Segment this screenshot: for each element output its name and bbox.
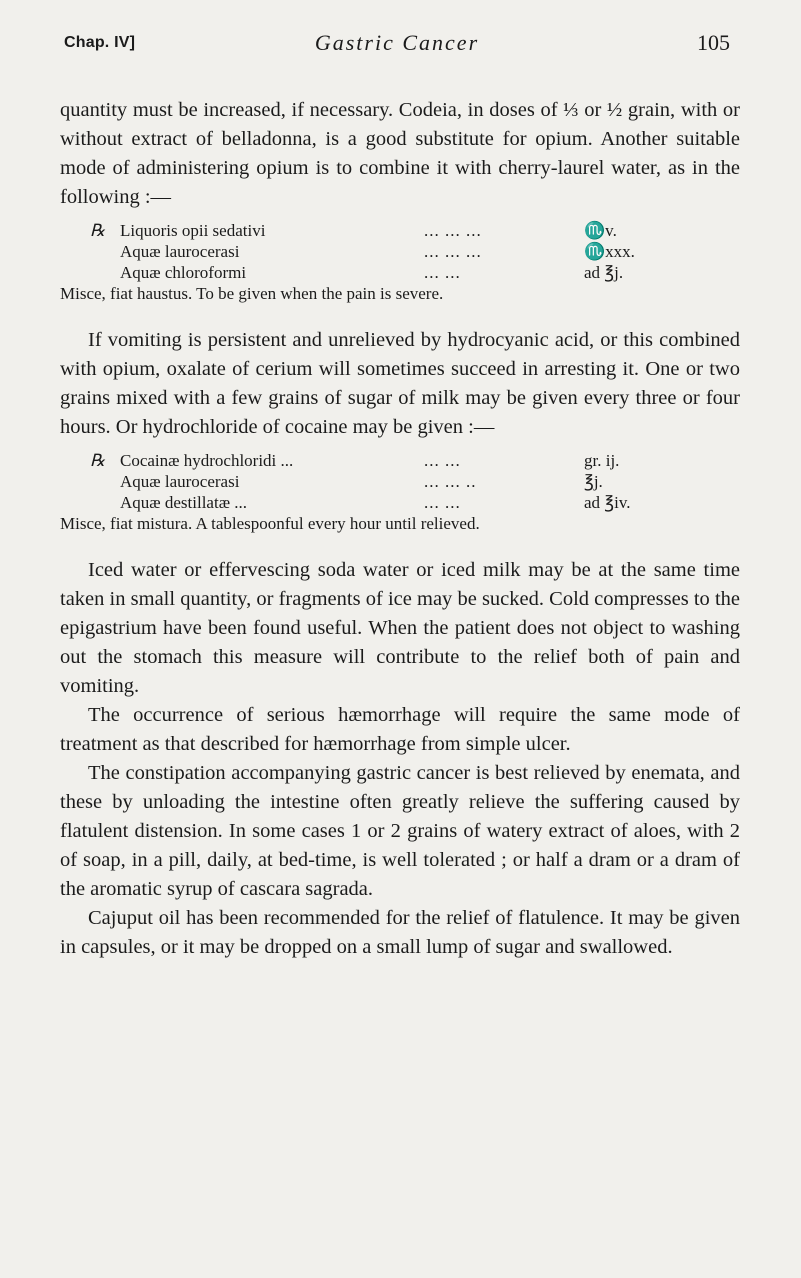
paragraph-5: The constipation accompanying gastric cancer is best relieved by enemata, and these by unloading the intestine often greatly relieve the suffering caused by flatulent distension. In some cases 1 or 2 grains of watery extract of aloes, with 2 of soap, in a pill, daily, at bed-time, is well tolerated ; or half a dram or a dram of the aromatic syrup of cascara sagrada. (60, 762, 740, 900)
rx-symbol-icon: ℞ (90, 451, 106, 470)
rx2-ingredient-3: Aquæ destillatæ ... (120, 493, 248, 512)
rx2-ingredient-1: Cocainæ hydrochloridi ... (120, 451, 294, 470)
paragraph-2: If vomiting is persistent and unrelieved by hydrocyanic acid, or this combined with opium, oxalate of cerium will sometimes succeed in arresting it. One or two grains mixed with a few grains of sugar of milk may be given every three or four hours. Or hydrochloride of cocaine may be given :— (60, 329, 740, 438)
rx2-leader-3: ... ... (424, 493, 461, 512)
rx2-quantity-3: ad ℥iv. (584, 493, 631, 512)
paragraph-3: Iced water or effervescing soda water or iced milk may be at the same time taken in small quantity, or fragments of ice may be sucked. Cold compresses to the epigastrium have been found useful. When the patient does not object to washing out the stomach this measure will contribute to the relief both of pain and vomiting. (60, 559, 740, 697)
rx1-leader-1: ... ... ... (424, 221, 482, 240)
running-title: Gastric Cancer (314, 30, 480, 55)
rx1-directions: Misce, fiat haustus. To be given when the pain is severe. (60, 284, 444, 303)
rx1-leader-2: ... ... ... (424, 242, 482, 261)
rx1-leader-3: ... ... (424, 263, 461, 282)
rx2-quantity-2: ℥j. (584, 472, 603, 491)
rx1-ingredient-1: Liquoris opii sedativi (120, 221, 266, 240)
paragraph-6: Cajuput oil has been recommended for the relief of flatulence. It may be given in capsules, or it may be dropped on a small lump of sugar and swallowed. (60, 907, 740, 958)
rx2-directions: Misce, fiat mistura. A tablespoonful every hour until relieved. (60, 514, 480, 533)
rx1-ingredient-2: Aquæ laurocerasi (120, 242, 240, 261)
page-header (64, 28, 730, 64)
paragraph-4: The occurrence of serious hæmorrhage will require the same mode of treatment as that described for hæmorrhage from simple ulcer. (60, 704, 740, 755)
page-number: 105 (697, 30, 730, 55)
rx2-ingredient-2: Aquæ laurocerasi (120, 472, 240, 491)
rx1-quantity-3: ad ℥j. (584, 263, 624, 282)
rx2-row-3 (60, 492, 740, 513)
prescription-1 (60, 220, 740, 304)
rx1-row-2 (60, 241, 740, 262)
prescription-2 (60, 450, 740, 534)
rx1-ingredient-3: Aquæ chloroformi (120, 263, 247, 282)
rx1-quantity-1: ♏v. (584, 221, 617, 240)
rx2-row-2 (60, 471, 740, 492)
chapter-label: Chap. IV] (64, 34, 136, 51)
rx1-row-3 (60, 262, 740, 283)
rx2-quantity-1: gr. ij. (584, 451, 620, 470)
rx-symbol-icon: ℞ (90, 221, 106, 240)
paragraph-1: quantity must be increased, if necessary. Codeia, in doses of ⅓ or ½ grain, with or without extract of belladonna, is a good substitute for opium. Another suitable mode of administering opium is to combine it with cherry-laurel water, as in the following :— (60, 99, 740, 208)
rx2-leader-2: ... ... .. (424, 472, 477, 491)
page-body (60, 96, 740, 962)
rx2-row-1 (60, 450, 740, 471)
rx1-row-1 (60, 220, 740, 241)
rx2-leader-1: ... ... (424, 451, 461, 470)
rx1-quantity-2: ♏xxx. (584, 242, 635, 261)
